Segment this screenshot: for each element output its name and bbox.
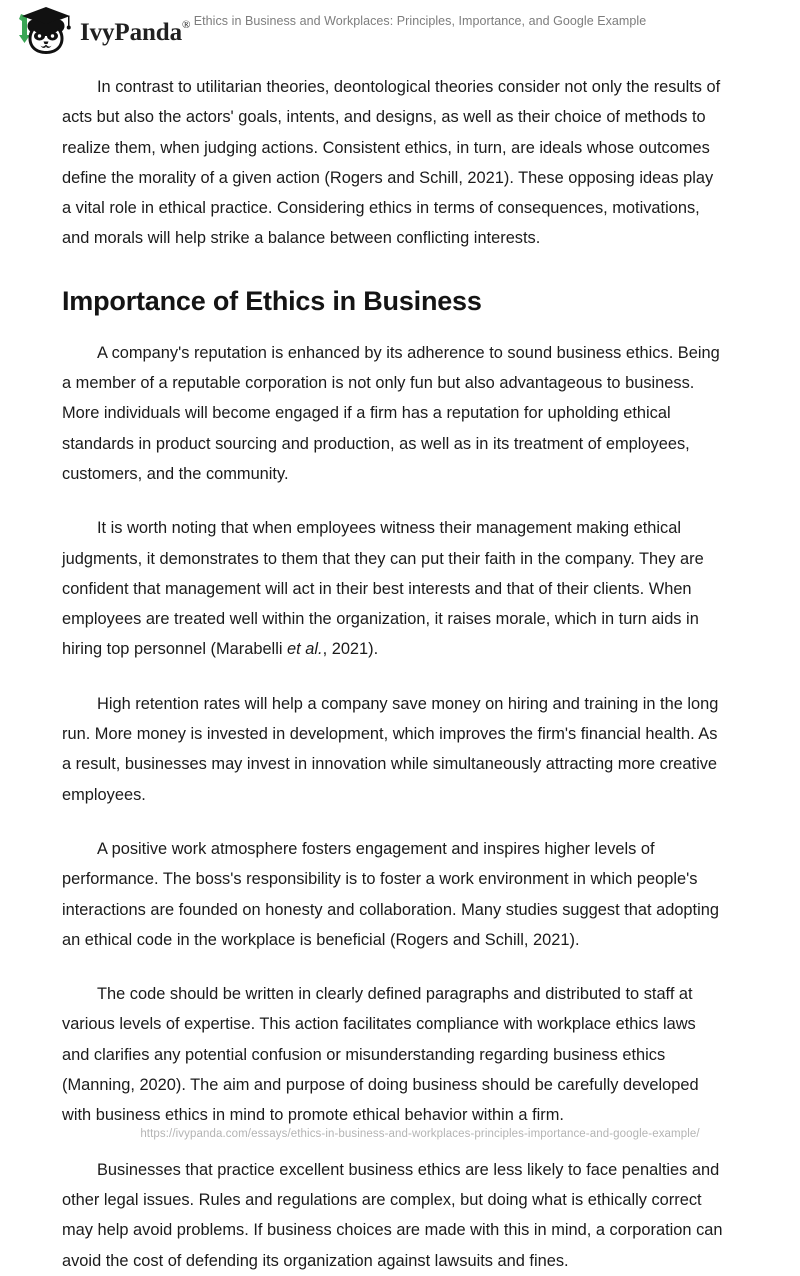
paragraph-deontological-theories: In contrast to utilitarian theories, deontological theories consider not only the results of acts but also the actors' goals, intents, and designs, as well as their choice of methods to realize them, when judging actions. Consistent ethics, in turn, are ideals whose outcomes define the morality of a given action (Rogers and Schill, 2021). These opposing ideas play a vital role in ethical practice. Considering ethics in terms of consequences, motivations, and morals will help strike a balance between conflicting interests. <box>62 78 721 248</box>
page-footer <box>0 1124 800 1142</box>
paragraph-company-reputation: A company's reputation is enhanced by its adherence to sound business ethics. Being a member of a reputable corporation is not only fun but also advantageous to business. More individuals will become engaged if a firm has a reputation for upholding ethical standards in product sourcing and production, as well as in its treatment of employees, customers, and the community. <box>62 343 720 483</box>
section-heading-importance-of-ethics: Importance of Ethics in Business <box>62 285 482 316</box>
paragraph-text-part-2: , 2021). <box>322 640 379 659</box>
document-content <box>62 72 723 1276</box>
paragraph-code-written: The code should be written in clearly defined paragraphs and distributed to staff at various levels of expertise. This action facilitates compliance with workplace ethics laws and clarifies any potential confusion or misunderstanding regarding business ethics (Manning, 2020). The aim and purpose of doing business should be carefully developed with business ethics in mind to promote ethical behavior within a firm. <box>62 985 699 1125</box>
paragraph-positive-atmosphere: A positive work atmosphere fosters engagement and inspires higher levels of performance. The boss's responsibility is to foster a work environment in which people's interactions are founded on honesty and collaboration. Many studies suggest that adopting an ethical code in the workplace is beneficial (Rogers and Schill, 2021). <box>62 839 719 949</box>
document-title: Ethics in Business and Workplaces: Principles, Importance, and Google Example <box>193 14 647 28</box>
registered-trademark-symbol: ® <box>182 19 191 32</box>
paragraph-employee-trust <box>62 513 723 664</box>
paragraph-retention-rates: High retention rates will help a company save money on hiring and training in the long run. More money is invested in development, which improves the firm's financial health. As a result, businesses may invest in innovation while simultaneously attracting more creative employees. <box>62 694 719 804</box>
paragraph-text-part-1: It is worth noting that when employees witness their management making ethical judgments, it demonstrates to them that they can put their faith in the company. They are confident that management will act in their best interests and that of their clients. When employees are treated well within the organization, it raises morale, which in turn aids in hiring top personnel (Marabelli <box>62 519 704 659</box>
paragraph-legal-penalties: Businesses that practice excellent business ethics are less likely to face penalties and other legal issues. Rules and regulations are complex, but doing what is ethically correct may help avoid problems. If business choices are made with this in mind, a corporation can avoid the cost of defending its organization against lawsuits and fines. <box>62 1160 723 1270</box>
source-url-link[interactable]: https://ivypanda.com/essays/ethics-in-business-and-workplaces-principles-importance-and-google-example/ <box>140 1128 700 1140</box>
brand-name: IvyPanda® <box>80 18 191 46</box>
citation-et-al: et al. <box>287 640 323 659</box>
page-header <box>0 0 800 62</box>
